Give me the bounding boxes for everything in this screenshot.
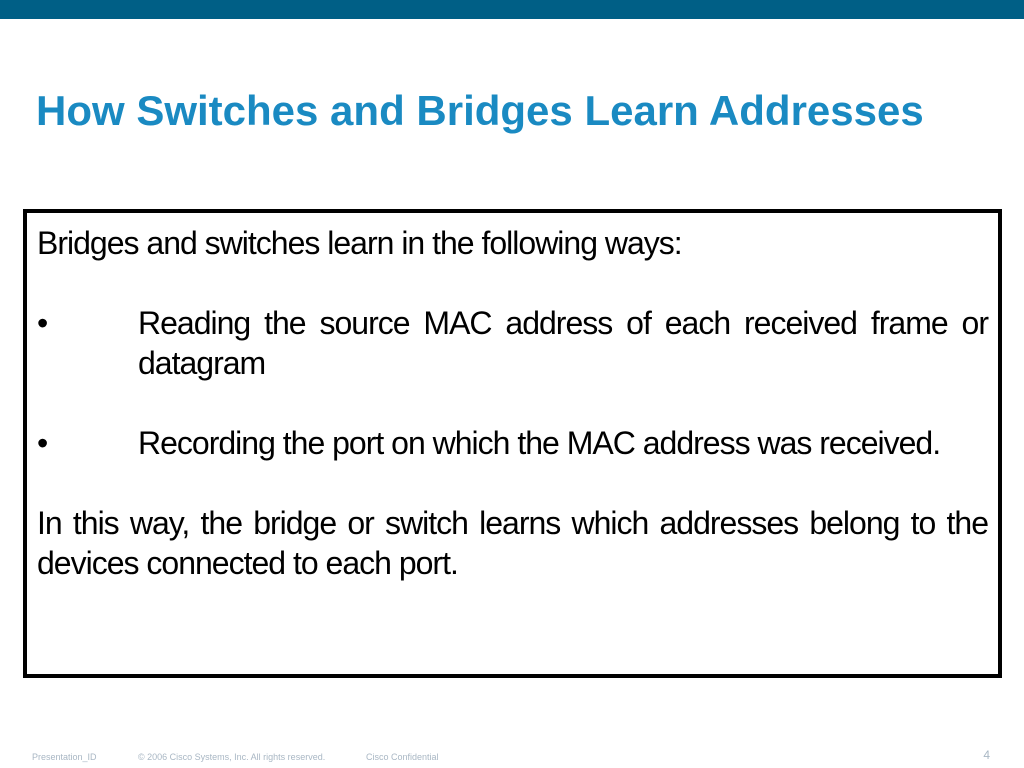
bullet-item-2 <box>37 423 988 463</box>
bullet-text: Reading the source MAC address of each received frame or datagram <box>138 305 988 381</box>
bullet-text: Recording the port on which the MAC address was received. <box>138 425 941 461</box>
top-banner <box>0 0 1024 19</box>
bullet-marker: • <box>37 425 48 461</box>
footer-confidential: Cisco Confidential <box>366 752 439 762</box>
bullet-item-1 <box>37 303 988 383</box>
closing-text: In this way, the bridge or switch learns which addresses belong to the devices connected to each port. <box>37 505 988 581</box>
footer-presentation-id: Presentation_ID <box>32 752 97 762</box>
bullet-marker: • <box>37 305 48 341</box>
slide-title: How Switches and Bridges Learn Addresses <box>36 87 924 134</box>
footer-copyright: © 2006 Cisco Systems, Inc. All rights reserved. <box>138 752 326 762</box>
content-body <box>37 223 988 583</box>
footer <box>0 752 1024 766</box>
intro-text: Bridges and switches learn in the following ways: <box>37 225 682 261</box>
content-box <box>23 209 1002 678</box>
page-number: 4 <box>983 748 990 762</box>
